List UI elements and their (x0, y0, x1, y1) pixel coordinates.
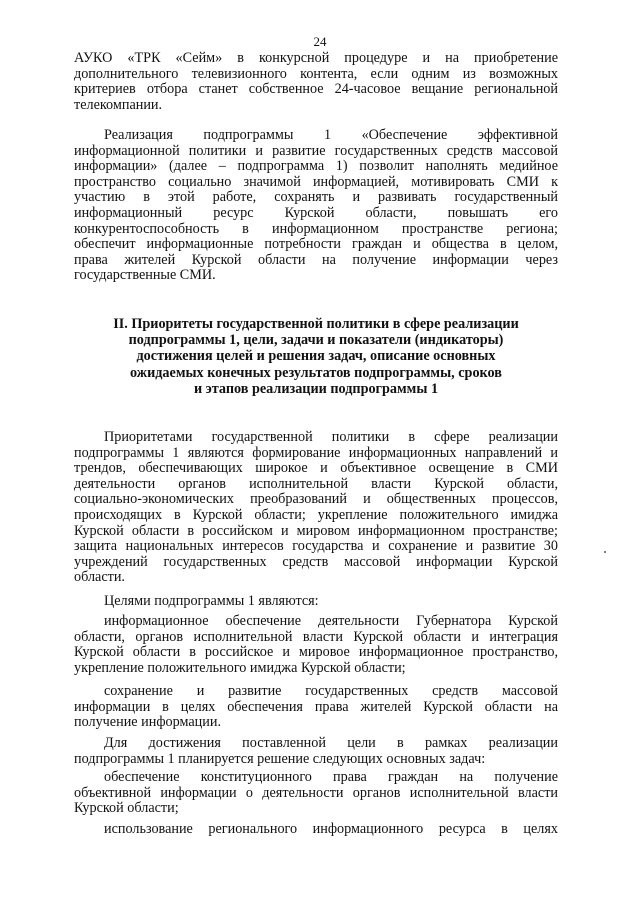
text-line: участию в этой работе, сохранять и развивать государственный (74, 189, 558, 206)
paragraph-priorities (74, 430, 558, 586)
heading-line: и этапов реализации подпрограммы 1 (193, 380, 439, 397)
text-line: области. (74, 569, 125, 586)
text-line: укрепление положительного имиджа Курской области; (74, 659, 406, 676)
text-line: Приоритетами государственной политики в сфере реализации (104, 429, 558, 445)
text-line: информации в целях обеспечения права жителей Курской области на (74, 698, 558, 715)
text-line: права жителей Курской области на получение информации через (74, 251, 558, 268)
text-line: учреждений государственных средств массовой информации Курской (74, 553, 558, 570)
text-line: Целями подпрограммы 1 являются: (104, 593, 319, 609)
text-line: Курской области в российском и мировом информационном пространстве; (74, 522, 558, 539)
page-number: 24 (313, 34, 327, 49)
text-line: социально-экономических преобразований и общественных процессов, (74, 491, 558, 508)
text-line: деятельности органов исполнительной власти Курской области, (74, 475, 558, 492)
text-line: обеспечит информационные потребности граждан и общества в целом, (74, 236, 558, 253)
text-line: АУКО «ТРК «Сейм» в конкурсной процедуре и на приобретение (74, 50, 558, 66)
paragraph-goal-1 (74, 614, 558, 676)
text-line: обеспечение конституционного права граждан на получение (104, 769, 558, 785)
text-line: подпрограммы 1 являются формирование информационных направлений и (74, 444, 558, 461)
text-line: происходящих в Курской области; укрепление положительного имиджа (74, 506, 558, 523)
paragraph-task-1 (74, 770, 558, 817)
text-line: сохранение и развитие государственных средств массовой (104, 683, 558, 699)
text-line: телекомпании. (74, 96, 163, 113)
text-line: подпрограммы 1 планируется решение следующих основных задач: (74, 750, 486, 767)
paragraph-tasks-intro (74, 736, 558, 767)
heading-line: II. Приоритеты государственной политики в сфере реализации (113, 316, 519, 332)
section-heading (74, 316, 558, 397)
text-line: пространство социально значимой информацией, мотивировать СМИ к (74, 173, 558, 190)
text-line: Для достижения поставленной цели в рамках реализации (104, 735, 558, 751)
heading-line: ожидаемых конечных результатов подпрограммы, сроков (130, 364, 502, 381)
heading-line: подпрограммы 1, цели, задачи и показатели (индикаторы) (128, 332, 504, 349)
text-line: государственные СМИ. (74, 267, 216, 284)
text-line: Курской области в российское и мировое информационное пространство, (74, 644, 558, 661)
text-line: защита национальных интересов государства и сохранение и развитие 30 (74, 538, 558, 555)
paragraph-task-2 (74, 822, 558, 838)
text-line: информационное обеспечение деятельности Губернатора Курской (104, 613, 558, 629)
text-line: трендов, обеспечивающих широкое и объективное освещение в СМИ (74, 460, 558, 477)
text-line: информационной политики и развитие государственных средств массовой (74, 142, 558, 159)
scan-speck (604, 551, 606, 553)
text-line: критериев отбора станет собственное 24-часовое вещание региональной (74, 81, 558, 98)
text-line: дополнительного телевизионного контента, если одним из возможных (74, 65, 558, 82)
text-line: информации» (далее – подпрограмма 1) позволит наполнять медийное (74, 158, 558, 175)
paragraph-continuation (74, 51, 558, 113)
paragraph-goals-intro (74, 594, 558, 610)
text-line: Реализация подпрограммы 1 «Обеспечение эффективной (104, 127, 558, 143)
paragraph-subprogram-implementation (74, 128, 558, 284)
text-line: получение информации. (74, 714, 221, 731)
text-line: информационный ресурс Курской области, повышать его (74, 204, 558, 221)
text-line: использование регионального информационного ресурса в целях (104, 821, 558, 837)
heading-line: достижения целей и решения задач, описание основных (136, 348, 496, 365)
text-line: конкурентоспособность в информационном пространстве региона; (74, 220, 558, 237)
text-line: области, органов исполнительной власти Курской области и интеграция (74, 628, 558, 645)
text-line: Курской области; (74, 800, 179, 817)
text-line: объективной информации о деятельности органов исполнительной власти (74, 784, 558, 801)
paragraph-goal-2 (74, 684, 558, 731)
